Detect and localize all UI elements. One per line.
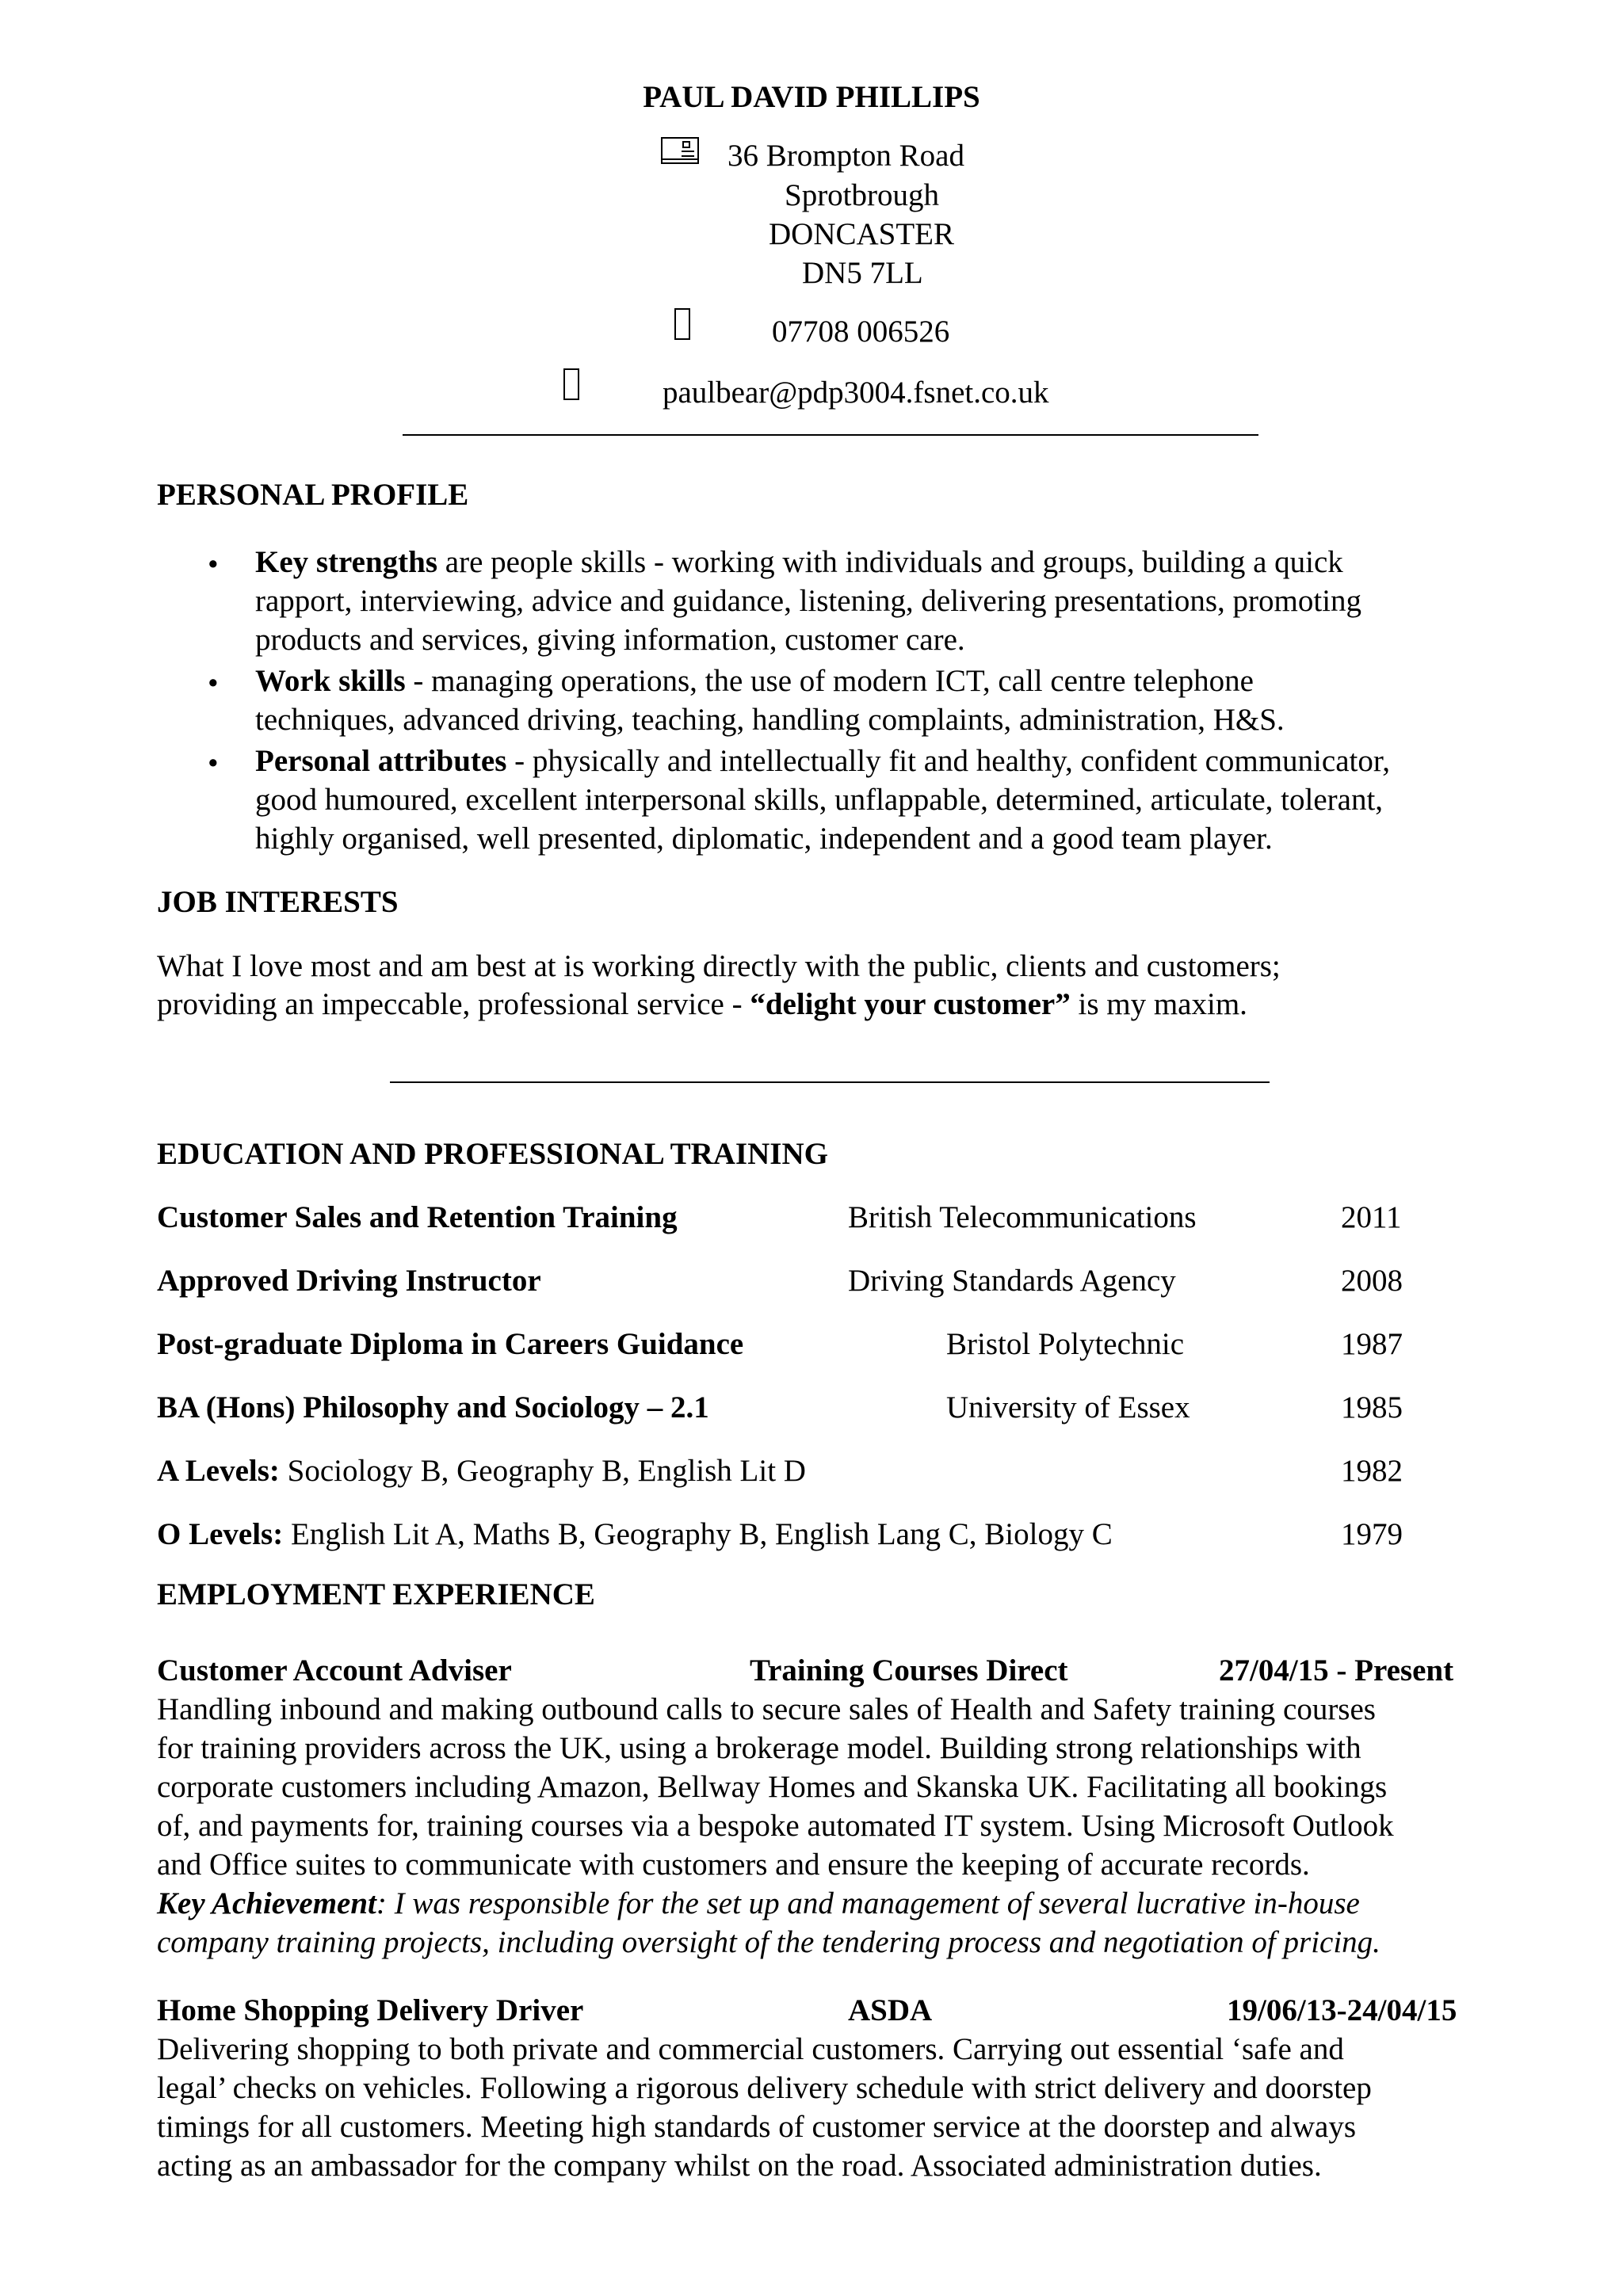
profile-bullet-key-strengths: Key strengths are people skills - working with individuals and groups, building a quick rapport, interviewing, advice and guidance, listening, delivering presentations, promoting products and services, giving information, customer care. (255, 545, 1362, 657)
job-dates: 19/06/13-24/04/15 (1227, 1993, 1457, 2027)
section-heading-employment: EMPLOYMENT EXPERIENCE (157, 1577, 595, 1611)
education-institution: Driving Standards Agency (848, 1264, 1176, 1298)
bullet-lead: Personal attributes (255, 744, 507, 778)
email-address: paulbear@pdp3004.fsnet.co.uk (663, 376, 1049, 410)
education-year: 1985 (1341, 1390, 1403, 1425)
bullet-icon: • (208, 746, 219, 780)
bullet-icon: • (208, 666, 219, 700)
section-heading-profile: PERSONAL PROFILE (157, 478, 469, 512)
education-year: 1979 (1341, 1517, 1403, 1551)
profile-bullet-work-skills: Work skills - managing operations, the use of modern ICT, call centre telephone techniques, advanced driving, teaching, handling complaints, administration, H&S. (255, 664, 1285, 737)
education-institution: University of Essex (946, 1390, 1190, 1425)
education-title: Approved Driving Instructor (157, 1264, 541, 1298)
telephone-icon (674, 307, 691, 350)
section-heading-interests: JOB INTERESTS (157, 885, 399, 919)
education-year: 2011 (1341, 1200, 1402, 1234)
o-levels: O Levels: English Lit A, Maths B, Geography B, English Lang C, Biology C (157, 1517, 1113, 1551)
header-divider (403, 434, 1258, 436)
section-heading-education: EDUCATION AND PROFESSIONAL TRAINING (157, 1137, 828, 1171)
section-divider (390, 1081, 1270, 1083)
profile-bullet-personal-attributes: Personal attributes - physically and intellectually fit and healthy, confident communicator, good humoured, excellent interpersonal skills, unflappable, determined, articulate, tolerant, highly organised, well presented, diplomatic, independent and a good team player. (255, 744, 1391, 856)
job-dates: 27/04/15 - Present (1219, 1653, 1454, 1688)
maxim: “delight your customer” (750, 987, 1071, 1021)
education-institution: Bristol Polytechnic (946, 1327, 1185, 1361)
job-employer: Training Courses Direct (750, 1653, 1068, 1688)
address-line-1: 36 Brompton Road (727, 139, 964, 173)
bullet-lead: Work skills (255, 664, 406, 698)
address-line-4: DN5 7LL (802, 256, 923, 290)
education-year: 2008 (1341, 1264, 1403, 1298)
education-title: Customer Sales and Retention Training (157, 1200, 678, 1234)
job-description: Handling inbound and making outbound calls to secure sales of Health and Safety training courses for training providers across the UK, using a brokerage model. Building strong relationships with corporate customers including Amazon, Bellway Homes and Skanska UK. Facilitating all bookings of, and payments for, training courses via a bespoke automated IT system. Using Microsoft Outlook and Office suites to communicate with customers and ensure the keeping of accurate records. Key Achievement: I was responsible for the set up and management of several lucrative in-house company training projects, including oversight of the tendering process and negotiation of pricing. (157, 1690, 1488, 1962)
education-year: 1982 (1341, 1454, 1403, 1488)
a-levels: A Levels: Sociology B, Geography B, English Lit D (157, 1454, 806, 1488)
address-line-2: Sprotbrough (785, 178, 939, 212)
interests-line-1: What I love most and am best at is working directly with the public, clients and customers; (157, 949, 1281, 983)
job-title: Home Shopping Delivery Driver (157, 1993, 584, 2027)
house-card-icon (661, 135, 699, 174)
interests-line-2: providing an impeccable, professional service - “delight your customer” is my maxim. (157, 987, 1247, 1021)
job-title: Customer Account Adviser (157, 1653, 512, 1688)
candidate-name: PAUL DAVID PHILLIPS (643, 80, 980, 114)
education-year: 1987 (1341, 1327, 1403, 1361)
phone-number: 07708 006526 (772, 315, 950, 349)
education-title: BA (Hons) Philosophy and Sociology – 2.1 (157, 1390, 709, 1425)
address-line-3: DONCASTER (769, 217, 955, 251)
education-institution: British Telecommunications (848, 1200, 1197, 1234)
education-title: Post-graduate Diploma in Careers Guidance (157, 1327, 744, 1361)
job-description: Delivering shopping to both private and commercial customers. Carrying out essential ‘safe and legal’ checks on vehicles. Following a rigorous delivery schedule with strict delivery and doorstep timings for all customers. Meeting high standards of customer service at the doorstep and always acting as an ambassador for the company whilst on the road. Associated administration duties. (157, 2032, 1372, 2183)
bullet-lead: Key strengths (255, 545, 438, 579)
job-employer: ASDA (848, 1993, 933, 2027)
bullet-icon: • (208, 547, 219, 582)
key-achievement: Key Achievement: I was responsible for the set up and management of several lucrative in-house (157, 1886, 1360, 1920)
envelope-icon (563, 368, 580, 410)
